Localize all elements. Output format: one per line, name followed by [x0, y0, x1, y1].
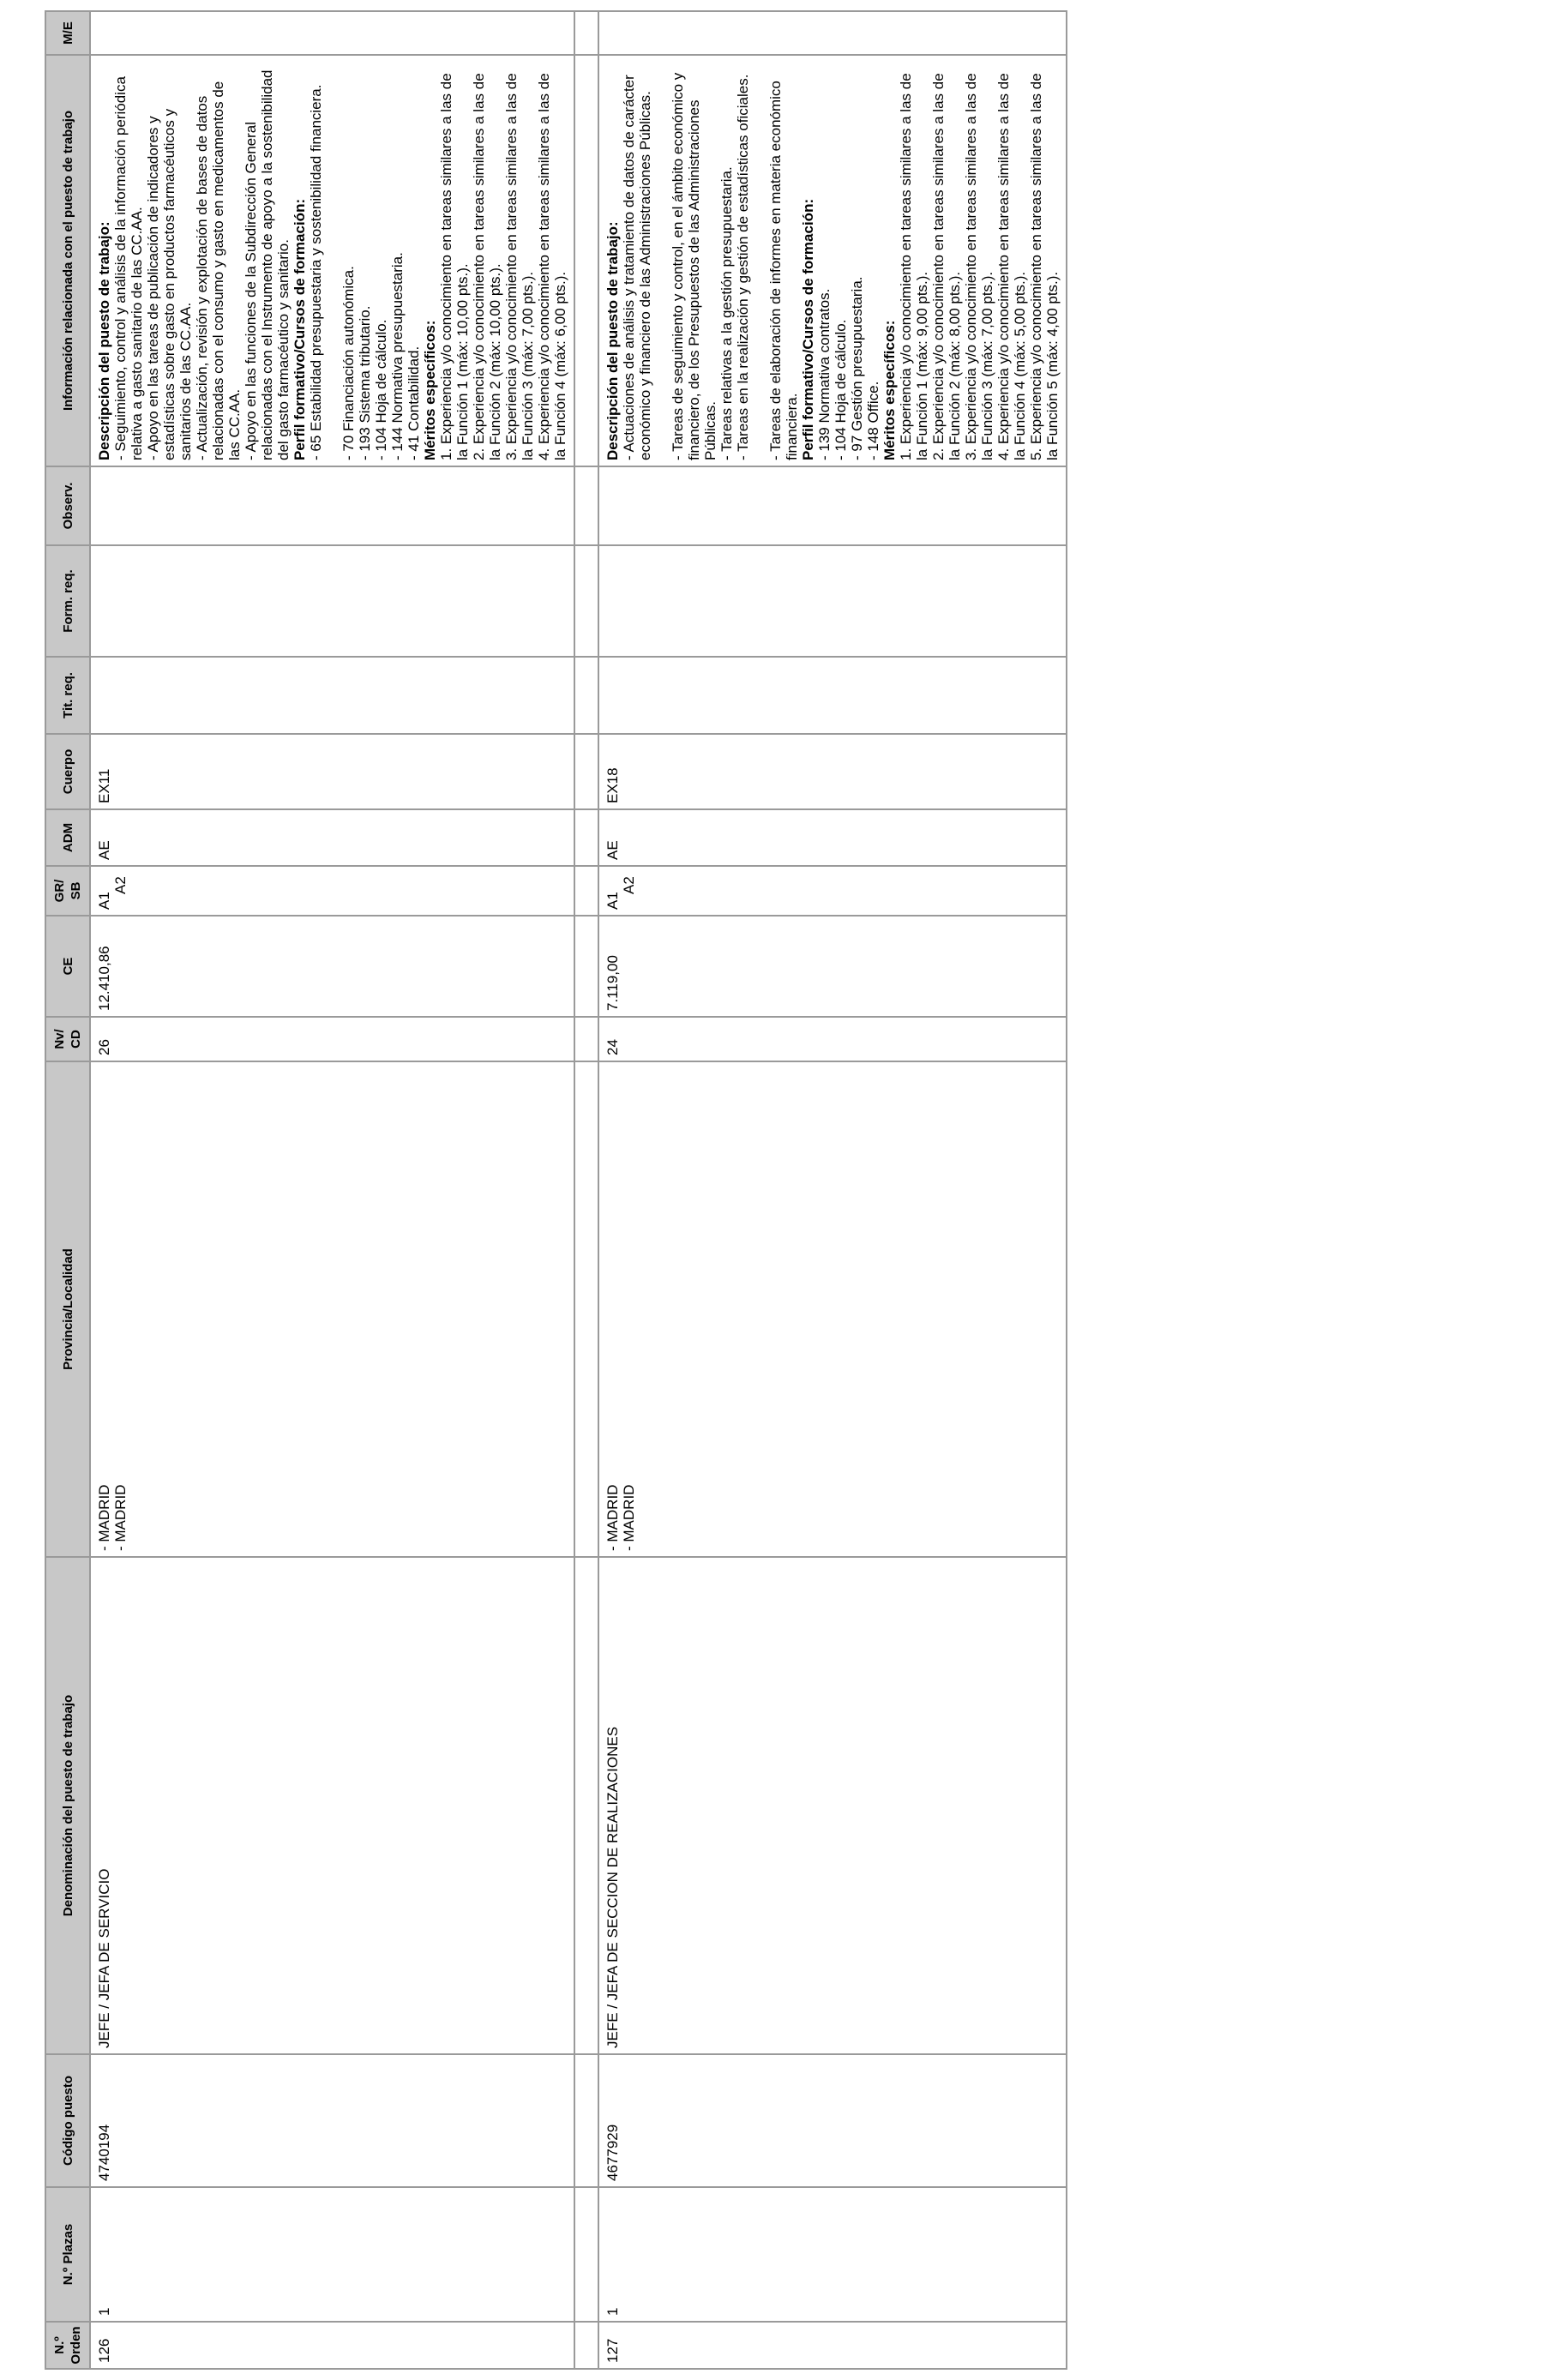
- job-positions-table: [45, 10, 1067, 2370]
- info-section-heading: Méritos específicos:: [422, 320, 438, 460]
- header-ce: CE: [45, 916, 90, 1017]
- info-line: 5. Experiencia y/o conocimiento en tareas similares a las de la Función 5 (máx: 4,00 pts.).: [1028, 73, 1061, 460]
- info-line: - Tareas relativas a la gestión presupuestaria.: [718, 166, 735, 460]
- spacer-cell: [574, 1061, 598, 1557]
- cell-codigo: 4740194: [90, 2054, 574, 2187]
- spacer-cell: [574, 809, 598, 866]
- header-tit: Tit. req.: [45, 657, 90, 734]
- info-line: - 70 Financiación autonómica.: [340, 266, 357, 460]
- spacer-cell: [574, 11, 598, 55]
- info-line: - Tareas de seguimiento y control, en el ámbito económico y financiero, de los Presupuestos de las Administraciones Públicas.: [670, 72, 718, 460]
- spacer-cell: [574, 545, 598, 657]
- cell-me: [90, 11, 574, 55]
- spacer-cell: [574, 2322, 598, 2369]
- cell-nivel: 24: [598, 1017, 1067, 1061]
- info-line: 4. Experiencia y/o conocimiento en tareas similares a las de la Función 4 (máx: 6,00 pts.).: [536, 73, 568, 460]
- header-denominacion: Denominación del puesto de trabajo: [45, 1557, 90, 2054]
- cell-tit: [90, 657, 574, 734]
- header-nivel: Nv/ CD: [45, 1017, 90, 1061]
- cell-gr: [598, 866, 1067, 916]
- info-section-heading: Perfil formativo/Cursos de formación:: [292, 198, 308, 460]
- header-form: Form. req.: [45, 545, 90, 657]
- header-obs: Observ.: [45, 466, 90, 545]
- cell-tit: [598, 657, 1067, 734]
- cell-obs: [598, 466, 1067, 545]
- info-line: - Actuaciones de análisis y tratamiento de datos de carácter económico y financiero de las Administraciones Públicas.: [621, 75, 653, 460]
- table-row: [598, 11, 1067, 2369]
- spacer-cell: [574, 55, 598, 466]
- header-row: [45, 11, 90, 2369]
- info-line: - Apoyo en las funciones de la Subdirección General relacionadas con el Instrumento de apoyo a la sostenibilidad del gasto farmacéutico y sanitario.: [243, 69, 292, 460]
- info-line: - 41 Contabilidad.: [406, 346, 422, 460]
- spacer-cell: [574, 1017, 598, 1061]
- cell-cuerpo: EX18: [598, 734, 1067, 809]
- info-section-heading: Méritos específicos:: [881, 320, 898, 460]
- info-section-heading: Descripción del puesto de trabajo:: [604, 221, 621, 460]
- header-gr: GR/ SB: [45, 866, 90, 916]
- info-line: - 144 Normativa presupuestaria.: [389, 252, 406, 460]
- info-line: - Tareas en la realización y gestión de estadísticas oficiales.: [735, 74, 751, 460]
- spacer-cell: [574, 2054, 598, 2187]
- provincia-line: - MADRID: [112, 1484, 129, 1551]
- spacer-cell: [574, 866, 598, 916]
- header-cuerpo: Cuerpo: [45, 734, 90, 809]
- cell-nivel: 26: [90, 1017, 574, 1061]
- info-line: 2. Experiencia y/o conocimiento en tareas similares a las de la Función 2 (máx: 8,00 pts.).: [930, 73, 963, 460]
- info-line: - 104 Hoja de cálculo.: [833, 319, 849, 460]
- provincia-line: - MADRID: [96, 1484, 112, 1551]
- spacer-cell: [574, 466, 598, 545]
- gr-line: A2: [621, 876, 637, 894]
- cell-ce: 7.119,00: [598, 916, 1067, 1017]
- cell-denominacion: JEFE / JEFA DE SERVICIO: [90, 1557, 574, 2054]
- spacer-cell: [574, 1557, 598, 2054]
- info-line: [324, 61, 340, 460]
- spacer-cell: [574, 916, 598, 1017]
- cell-denominacion: JEFE / JEFA DE SECCION DE REALIZACIONES: [598, 1557, 1067, 2054]
- cell-adm: AE: [598, 809, 1067, 866]
- cell-orden: 126: [90, 2322, 574, 2369]
- cell-info: [90, 55, 574, 466]
- cell-codigo: 4677929: [598, 2054, 1067, 2187]
- table-row: [90, 11, 574, 2369]
- provincia-line: - MADRID: [604, 1484, 621, 1551]
- spacer-cell: [574, 657, 598, 734]
- cell-plazas: 1: [598, 2187, 1067, 2322]
- header-plazas: N.º Plazas: [45, 2187, 90, 2322]
- cell-plazas: 1: [90, 2187, 574, 2322]
- header-info: Información relacionada con el puesto de trabajo: [45, 55, 90, 466]
- info-line: - 148 Office.: [865, 381, 881, 460]
- info-line: - 104 Hoja de cálculo.: [373, 319, 389, 460]
- gr-line: A1: [96, 892, 112, 910]
- header-adm: ADM: [45, 809, 90, 866]
- spacer-cell: [574, 2187, 598, 2322]
- info-line: 1. Experiencia y/o conocimiento en tareas similares a las de la Función 1 (máx: 9,00 pts.).: [898, 73, 930, 460]
- cell-provincia: [90, 1061, 574, 1557]
- header-me: M/E: [45, 11, 90, 55]
- cell-info: [598, 55, 1067, 466]
- gr-line: A2: [112, 876, 129, 894]
- info-line: 2. Experiencia y/o conocimiento en tareas similares a las de la Función 2 (máx: 10,00 pts.).: [471, 73, 503, 460]
- cell-gr: [90, 866, 574, 916]
- info-line: - Tareas de elaboración de informes en materia económico financiera.: [767, 81, 800, 460]
- cell-form: [598, 545, 1067, 657]
- info-line: 3. Experiencia y/o conocimiento en tareas similares a las de la Función 3 (máx: 7,00 pts.).: [963, 73, 995, 460]
- cell-obs: [90, 466, 574, 545]
- cell-provincia: [598, 1061, 1067, 1557]
- cell-cuerpo: EX11: [90, 734, 574, 809]
- info-line: - 97 Gestión presupuestaria.: [849, 276, 865, 460]
- header-orden: N.º Orden: [45, 2322, 90, 2369]
- info-line: - 65 Estabilidad presupuestaria y sostenibilidad financiera.: [308, 84, 324, 460]
- table-spacer-row: [574, 11, 598, 2369]
- info-section-heading: Descripción del puesto de trabajo:: [96, 221, 112, 460]
- provincia-line: - MADRID: [621, 1484, 637, 1551]
- cell-form: [90, 545, 574, 657]
- cell-adm: AE: [90, 809, 574, 866]
- info-line: - Apoyo en las tareas de publicación de indicadores y estadísticas sobre gasto en productos farmacéuticos y sanitarios de las CC.AA.: [145, 108, 194, 460]
- info-line: 3. Experiencia y/o conocimiento en tareas similares a las de la Función 3 (máx: 7,00 pts.).: [503, 73, 536, 460]
- info-line: - 139 Normativa contratos.: [816, 288, 833, 460]
- info-section-heading: Perfil formativo/Cursos de formación:: [800, 198, 816, 460]
- header-codigo: Código puesto: [45, 2054, 90, 2187]
- info-line: [653, 61, 670, 460]
- info-line: - 193 Sistema tributario.: [357, 305, 373, 460]
- cell-ce: 12.410,86: [90, 916, 574, 1017]
- info-line: - Seguimiento, control y análisis de la información periódica relativa a gasto sanitario de las CC.AA.: [112, 76, 145, 460]
- cell-orden: 127: [598, 2322, 1067, 2369]
- info-line: 1. Experiencia y/o conocimiento en tareas similares a las de la Función 1 (máx: 10,00 pts.).: [438, 73, 471, 460]
- info-line: - Actualización, revisión y explotación de bases de datos relacionadas con el consumo y gasto en medicamentos de las CC.AA.: [194, 81, 243, 460]
- spacer-cell: [574, 734, 598, 809]
- info-line: [751, 61, 767, 460]
- gr-line: A1: [604, 892, 621, 910]
- header-provincia: Provincia/Localidad: [45, 1061, 90, 1557]
- cell-me: [598, 11, 1067, 55]
- info-line: 4. Experiencia y/o conocimiento en tareas similares a las de la Función 4 (máx: 5,00 pts.).: [995, 73, 1028, 460]
